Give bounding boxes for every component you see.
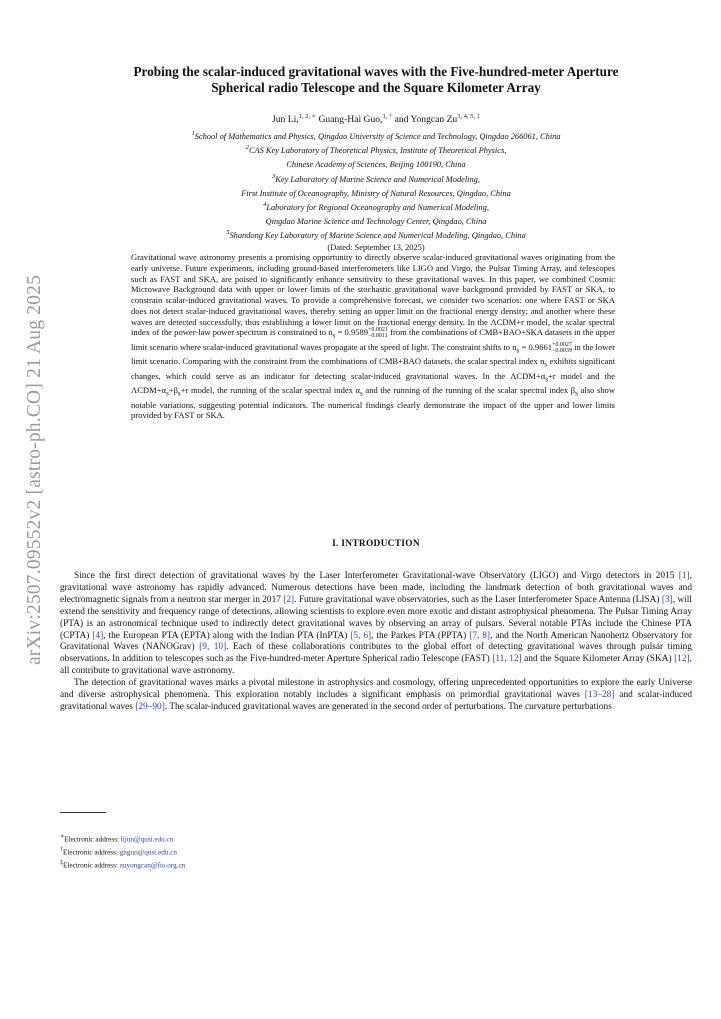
email-link[interactable]: ghguo@qust.edu.cn [119, 848, 178, 857]
citation-link[interactable]: [9, 10] [199, 642, 227, 653]
introduction-body [60, 571, 692, 714]
footnotes [60, 832, 460, 871]
author-name: and Yongcan Zu [394, 114, 458, 126]
affiliation-line: $^4$Laboratory for Regional Oceanography and Numerical Modeling, [263, 201, 489, 212]
citation-link[interactable]: [13–28] [584, 690, 615, 701]
author-footnote-link[interactable]: ∗ [311, 113, 317, 120]
abstract: Gravitational wave astronomy presents a promising opportunity to directly observe scalar-induced gravitational waves originating from the early universe. Future experiments, including ground-based interferometers like LIGO and Virgo, the Pulsar Timing Array, and telescopes such as FAST and SKA, are poised to significantly enhance sensitivity to these gravitational waves. In this paper, we combined Cosmic Microwave Background data with upper or lower limits of the stochastic gravitational wave background provided by FAST or SKA, to constrain scalar-induced gravitational waves. To provide a comprehensive forecast, we consider two scenarios: one where FAST or SKA does not detect scalar-induced gravitational waves, thereby setting an upper limit on the fractional energy density; and another where these waves are detected successfully, thus establishing a lower limit on the fractional energy density. In the ΛCDM+r model, the scalar spectral index of the power-law power spectrum is constrained to $n_s = 0.9589$ +0.0021 −0.0011 from the combinations of CMB+BAO+SKA datasets in the upper limit scenario where scalar-induced gravitational waves propagate at the speed of light. The constraint shifts to $n_s = 0.9661$ +0.0027 −0.0039 in the lower limit scenario. Comparing with the constraint from the combinations of CMB+BAO datasets, the scalar spectral index $n_s$ exhibits significant changes, which could serve as an indicator for detecting scalar-induced gravitational waves. In the $\Lambda CDM+\alpha_s+r$ model and the $\Lambda CDM+\alpha_s+\beta_s+r$ model, the running of the scalar spectral index $\alpha_s$ and the running of the running of the scalar spectral index $\beta_s$ also show notable variations, suggesting potential indicators. The numerical findings clearly demonstrate the impact of the upper and lower limits provided by FAST or SKA. [131, 252, 615, 421]
paper-title [60, 64, 692, 96]
arxiv-identifier[interactable]: arXiv:2507.09552v2 [astro-ph.CO] 21 Aug 2025 [24, 274, 45, 666]
author-affil-sup: 3, 4, 5, [457, 113, 477, 120]
citation-link[interactable]: [1] [678, 571, 690, 581]
email-link[interactable]: zuyongcan@fio.org.cn [119, 861, 186, 870]
intro-paragraph-1: Since the first direct detection of gravitational waves by the Laser Interferometer Gravitational-wave Observatory (LIGO) and Virgo detectors in 2015 [1], gravitational wave astronomy has rapidly advanced. Numerous detections have been made, including the landmark detection of both gravitational waves and electromagnetic signals from a neutron star merger in 2017 [2]. Future gravitational wave observatories, such as the Laser Interferometer Space Antenna (LISA) [3], will extend the sensitivity and frequency range of detections, allowing scientists to explore even more exotic and distant astrophysical phenomena. The Pulsar Timing Array (PTA) is an astronomical technique used to indirectly detect gravitational waves by observing an array of pulsars. Several notable PTAs include the Chinese PTA (CPTA) [4], the European PTA (EPTA) along with the Indian PTA (InPTA) [5, 6], the Parkes PTA (PPTA) [7, 8], and the North American Nanohertz Observatory for Gravitational Waves (NANOGrav) [9, 10]. Each of these collaborations contributes to the global effort of detecting gravitational waves through pulsar timing observations. In addition to telescopes such as the Five-hundred-meter Aperture Spherical radio Telescope (FAST) [11, 12] and the Square Kilometer Array (SKA) [12], all contribute to gravitational wave astronomy. [60, 571, 692, 677]
footnote-item: ‡Electronic address: zuyongcan@fio.org.cn [60, 859, 186, 870]
affiliation-line: $^3$Key Laboratory of Marine Science and Numerical Modeling, [272, 172, 480, 184]
author-footnote-link[interactable]: ‡ [476, 113, 480, 120]
affiliation-line: $^1$School of Mathematics and Physics, Qingdao University of Science and Technology, Qingdao 266061, China [191, 130, 561, 141]
citation-link[interactable]: [4] [92, 630, 104, 641]
citation-link[interactable]: [5, 6] [350, 630, 372, 641]
affiliation-line: First Institute of Oceanography, Ministry of Natural Resources, Qingdao, China [241, 188, 511, 198]
affiliation-line: Qingdao Marine Science and Technology Center, Qingdao, China [265, 217, 487, 227]
citation-link[interactable]: [2] [283, 594, 295, 605]
title-line-2: Spherical radio Telescope and the Square Kilometer Array [211, 80, 541, 95]
affiliation-line: $^5$Shandong Key Laboratory of Marine Science and Numerical Modeling, Qingdao, China [226, 229, 526, 241]
author-name: Guang-Hai Guo, [318, 114, 383, 126]
author-footnote-link[interactable]: † [388, 113, 393, 120]
section-heading: I. INTRODUCTION [332, 539, 420, 549]
affiliation-line: Chinese Academy of Sciences, Beijing 100190, China [286, 160, 466, 170]
title-line-1: Probing the scalar-induced gravitational waves with the Five-hundred-meter Aperture [133, 64, 619, 79]
arxiv-sidebar [22, 265, 48, 675]
date-line: (Dated: September 13, 2025) [327, 242, 425, 252]
author-affil-sup: 1, 2, [298, 113, 312, 120]
citation-link[interactable]: [29–90] [135, 701, 165, 712]
author-affil-sup: 1, [382, 113, 389, 120]
intro-paragraph-2: The detection of gravitational waves marks a pivotal milestone in astrophysics and cosmology, offering unprecedented opportunities to explore the early Universe and diverse astrophysical phenomena. This exploration notably includes a significant emphasis on primordial gravitational waves [13–28] and scalar-induced gravitational waves [29–90]. The scalar-induced gravitational waves are generated in the second order of perturbations. The curvature perturbations [60, 678, 692, 712]
affiliation-line: $^2$CAS Key Laboratory of Theoretical Physics, Institute of Theoretical Physics, [245, 144, 507, 155]
citation-link[interactable]: [7, 8] [469, 630, 491, 641]
affiliations [60, 128, 692, 253]
footnote-item: †Electronic address: ghguo@qust.edu.cn [60, 846, 178, 857]
email-link[interactable]: lijun@qust.edu.cn [120, 835, 174, 844]
author-list [60, 111, 692, 126]
footnote-rule [60, 812, 106, 813]
citation-link[interactable]: [11, 12] [492, 654, 522, 665]
footnote-item: ∗Electronic address: lijun@qust.edu.cn [60, 834, 174, 844]
author-name: Jun Li, [272, 114, 299, 126]
citation-link[interactable]: [3] [661, 594, 673, 605]
citation-link[interactable]: [12] [674, 654, 690, 665]
